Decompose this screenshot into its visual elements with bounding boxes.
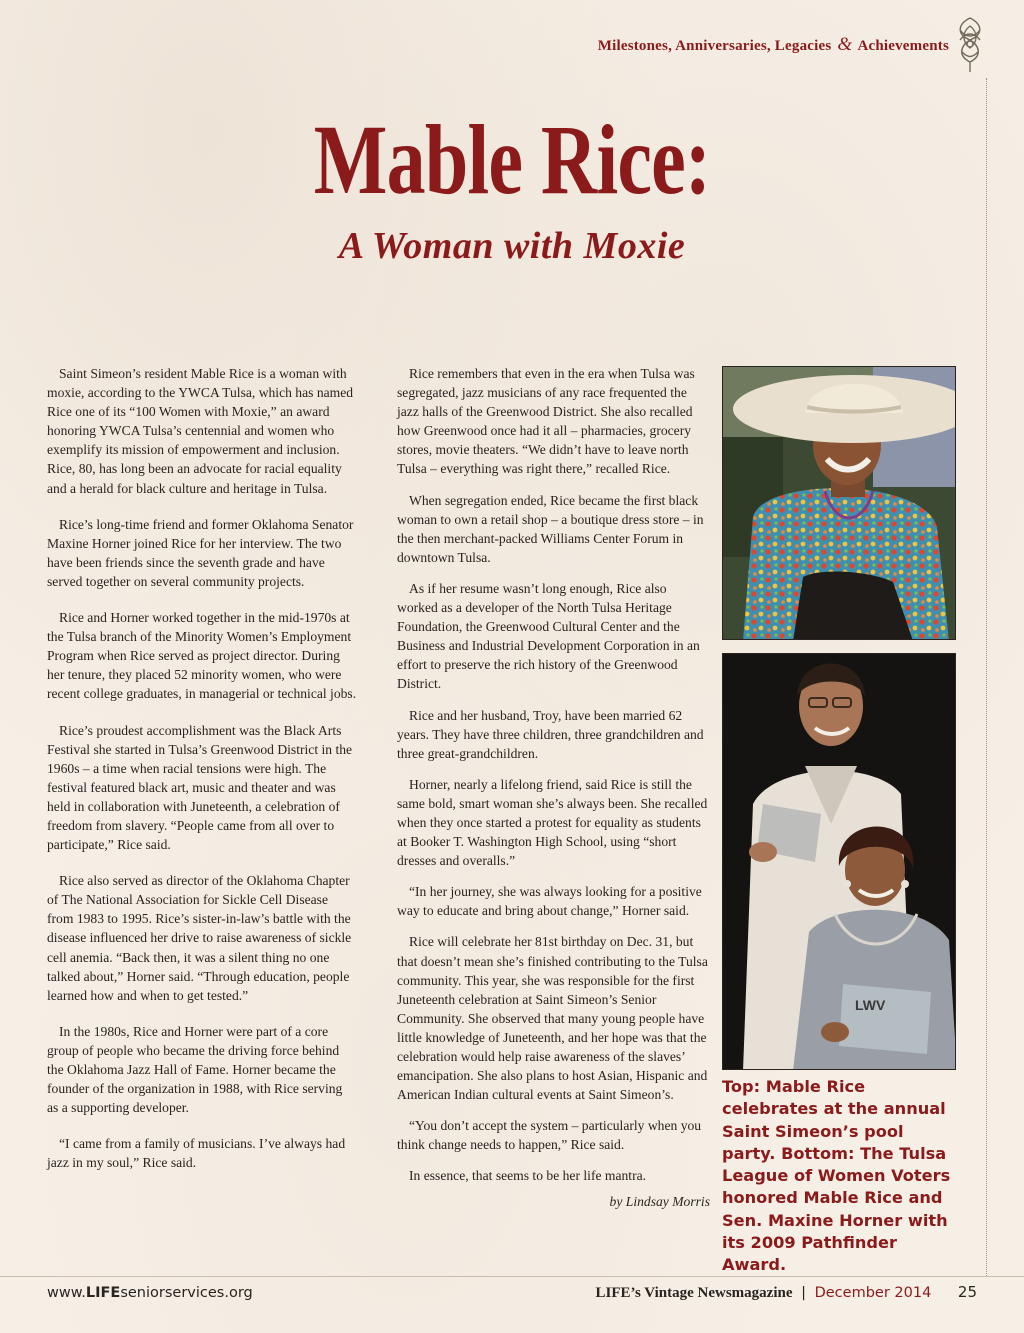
footer-rule bbox=[0, 1276, 1024, 1277]
paragraph: Rice and her husband, Troy, have been married 62 years. They have three children, three grandchildren and three great-grandchildren. bbox=[397, 707, 704, 761]
website-brand: LIFE bbox=[85, 1285, 121, 1301]
photo-pool-party-illustration bbox=[723, 367, 956, 640]
paragraph: Rice and Horner worked together in the mid-1970s at the Tulsa branch of the Minority Women’s Employment Program when Rice served as project director. During her tenure, they placed 52 minority women, who were recent college graduates, in managerial or technical jobs. bbox=[47, 610, 357, 702]
footer-website[interactable] bbox=[47, 1285, 253, 1301]
website-suffix: seniorservices.org bbox=[120, 1285, 253, 1301]
article-column-middle bbox=[397, 364, 710, 1211]
byline: by Lindsay Morris bbox=[609, 1193, 710, 1209]
paragraph: In essence, that seems to be her life mantra. bbox=[409, 1168, 647, 1184]
publication-name: LIFE’s Vintage Newsmagazine bbox=[595, 1285, 793, 1301]
article-column-left bbox=[47, 364, 357, 1189]
photo-pathfinder-award-illustration bbox=[723, 654, 956, 1070]
paragraph: In the 1980s, Rice and Horner were part of a core group of people who became the driving force behind the Oklahoma Jazz Hall of Fame. Horner became the founder of the organization in 1988, with Rice serving as a supporting developer. bbox=[47, 1023, 343, 1116]
photo-pool-party bbox=[722, 366, 956, 640]
paragraph: When segregation ended, Rice became the first black woman to own a retail shop – a boutique dress store – in the then merchant-packed Williams Center Forum in downtown Tulsa. bbox=[397, 492, 704, 565]
paragraph: Saint Simeon’s resident Mable Rice is a woman with moxie, according to the YWCA Tulsa, which has named Rice one of its “100 Women with Moxie,” an award honoring YWCA Tulsa’s centennial and women who exemplify its mission of empowerment and inclusion. Rice, 80, has long been an advocate for racial equality and a herald for black culture and heritage in Tulsa. bbox=[47, 366, 354, 496]
celtic-knot-ornament-icon bbox=[952, 14, 988, 76]
footer-publication-info bbox=[596, 1283, 977, 1302]
paragraph: As if her resume wasn’t long enough, Rice also worked as a developer of the North Tulsa Heritage Foundation, the Greenwood Cultural Center and the Business and Industrial Development Corporation in an effort to preserve the rich history of the Greenwood District. bbox=[397, 580, 700, 692]
footer-separator: | bbox=[801, 1285, 806, 1301]
award-plaque-text: LWV bbox=[855, 997, 886, 1013]
paragraph: Horner, nearly a lifelong friend, said Rice is still the same bold, smart woman she’s always been. She recalled when they once started a protest for equality as students at Booker T. Washington High School, using “short dresses and overalls.” bbox=[397, 776, 708, 869]
paragraph: Rice remembers that even in the era when Tulsa was segregated, jazz musicians of any race frequented the jazz halls of the Greenwood District. She also recalled how Greenwood once had it all – pharmacies, grocery stores, movie theaters. “We didn’t have to leave north Tulsa – everything was right there,” recalled Rice. bbox=[397, 366, 695, 477]
photo-pathfinder-award bbox=[722, 653, 956, 1070]
paragraph: “In her journey, she was always looking for a positive way to educate and bring about change,” Horner said. bbox=[397, 884, 702, 919]
article-title: Mable Rice: bbox=[313, 104, 711, 215]
section-header bbox=[598, 34, 949, 56]
paragraph: Rice’s long-time friend and former Oklahoma Senator Maxine Horner joined Rice for her interview. The two have been friends since the seventh grade and have served together on several community projects. bbox=[47, 516, 354, 589]
paragraph: “I came from a family of musicians. I’ve always had jazz in my soul,” Rice said. bbox=[47, 1136, 346, 1171]
paragraph: Rice also served as director of the Oklahoma Chapter of The National Association for Sickle Cell Disease from 1983 to 1995. Rice’s sister-in-law’s battle with the disease influenced her drive to raise awareness of sickle cell anemia. “Back then, it was a silent thing no one talked about,” Horner said. “Through education, people learned how and when to get tested.” bbox=[47, 873, 352, 1003]
photo-caption: Top: Mable Rice celebrates at the annual Saint Simeon’s pool party. Bottom: The Tulsa League of Women Voters honored Mable Rice and Sen. Maxine Horner with its 2009 Pathfinder Award. bbox=[722, 1077, 951, 1275]
section-label-part2: Achievements bbox=[857, 38, 949, 54]
page-number: 25 bbox=[957, 1283, 977, 1301]
article-subtitle: A Woman with Moxie bbox=[338, 225, 686, 267]
section-label-part1: Milestones, Anniversaries, Legacies bbox=[597, 38, 832, 54]
paragraph: Rice’s proudest accomplishment was the Black Arts Festival she started in Tulsa’s Greenwood District in the 1960s – a time when racial tensions were high. The festival featured black art, music and theater and was held in collaboration with Juneteenth, a celebration of freedom from slavery. “People came from all over to participate,” Rice said. bbox=[47, 722, 353, 853]
paragraph: Rice will celebrate her 81st birthday on Dec. 31, but that doesn’t mean she’s finished contributing to the Tulsa community. This year, she was responsible for the first Juneteenth celebration at Saint Simeon’s Senior Community. She observed that many young people have little knowledge of Juneteenth, and her hope was that the celebration would help raise awareness of the slaves’ emancipation. She also plans to host Asian, Hispanic and American Indian cultural events at Saint Simeon’s. bbox=[397, 934, 708, 1103]
issue-month: December 2014 bbox=[814, 1285, 932, 1301]
website-prefix: www. bbox=[47, 1285, 86, 1301]
section-ampersand: & bbox=[837, 34, 853, 55]
paragraph: “You don’t accept the system – particularly when you think change needs to happen,” Rice said. bbox=[397, 1118, 702, 1153]
